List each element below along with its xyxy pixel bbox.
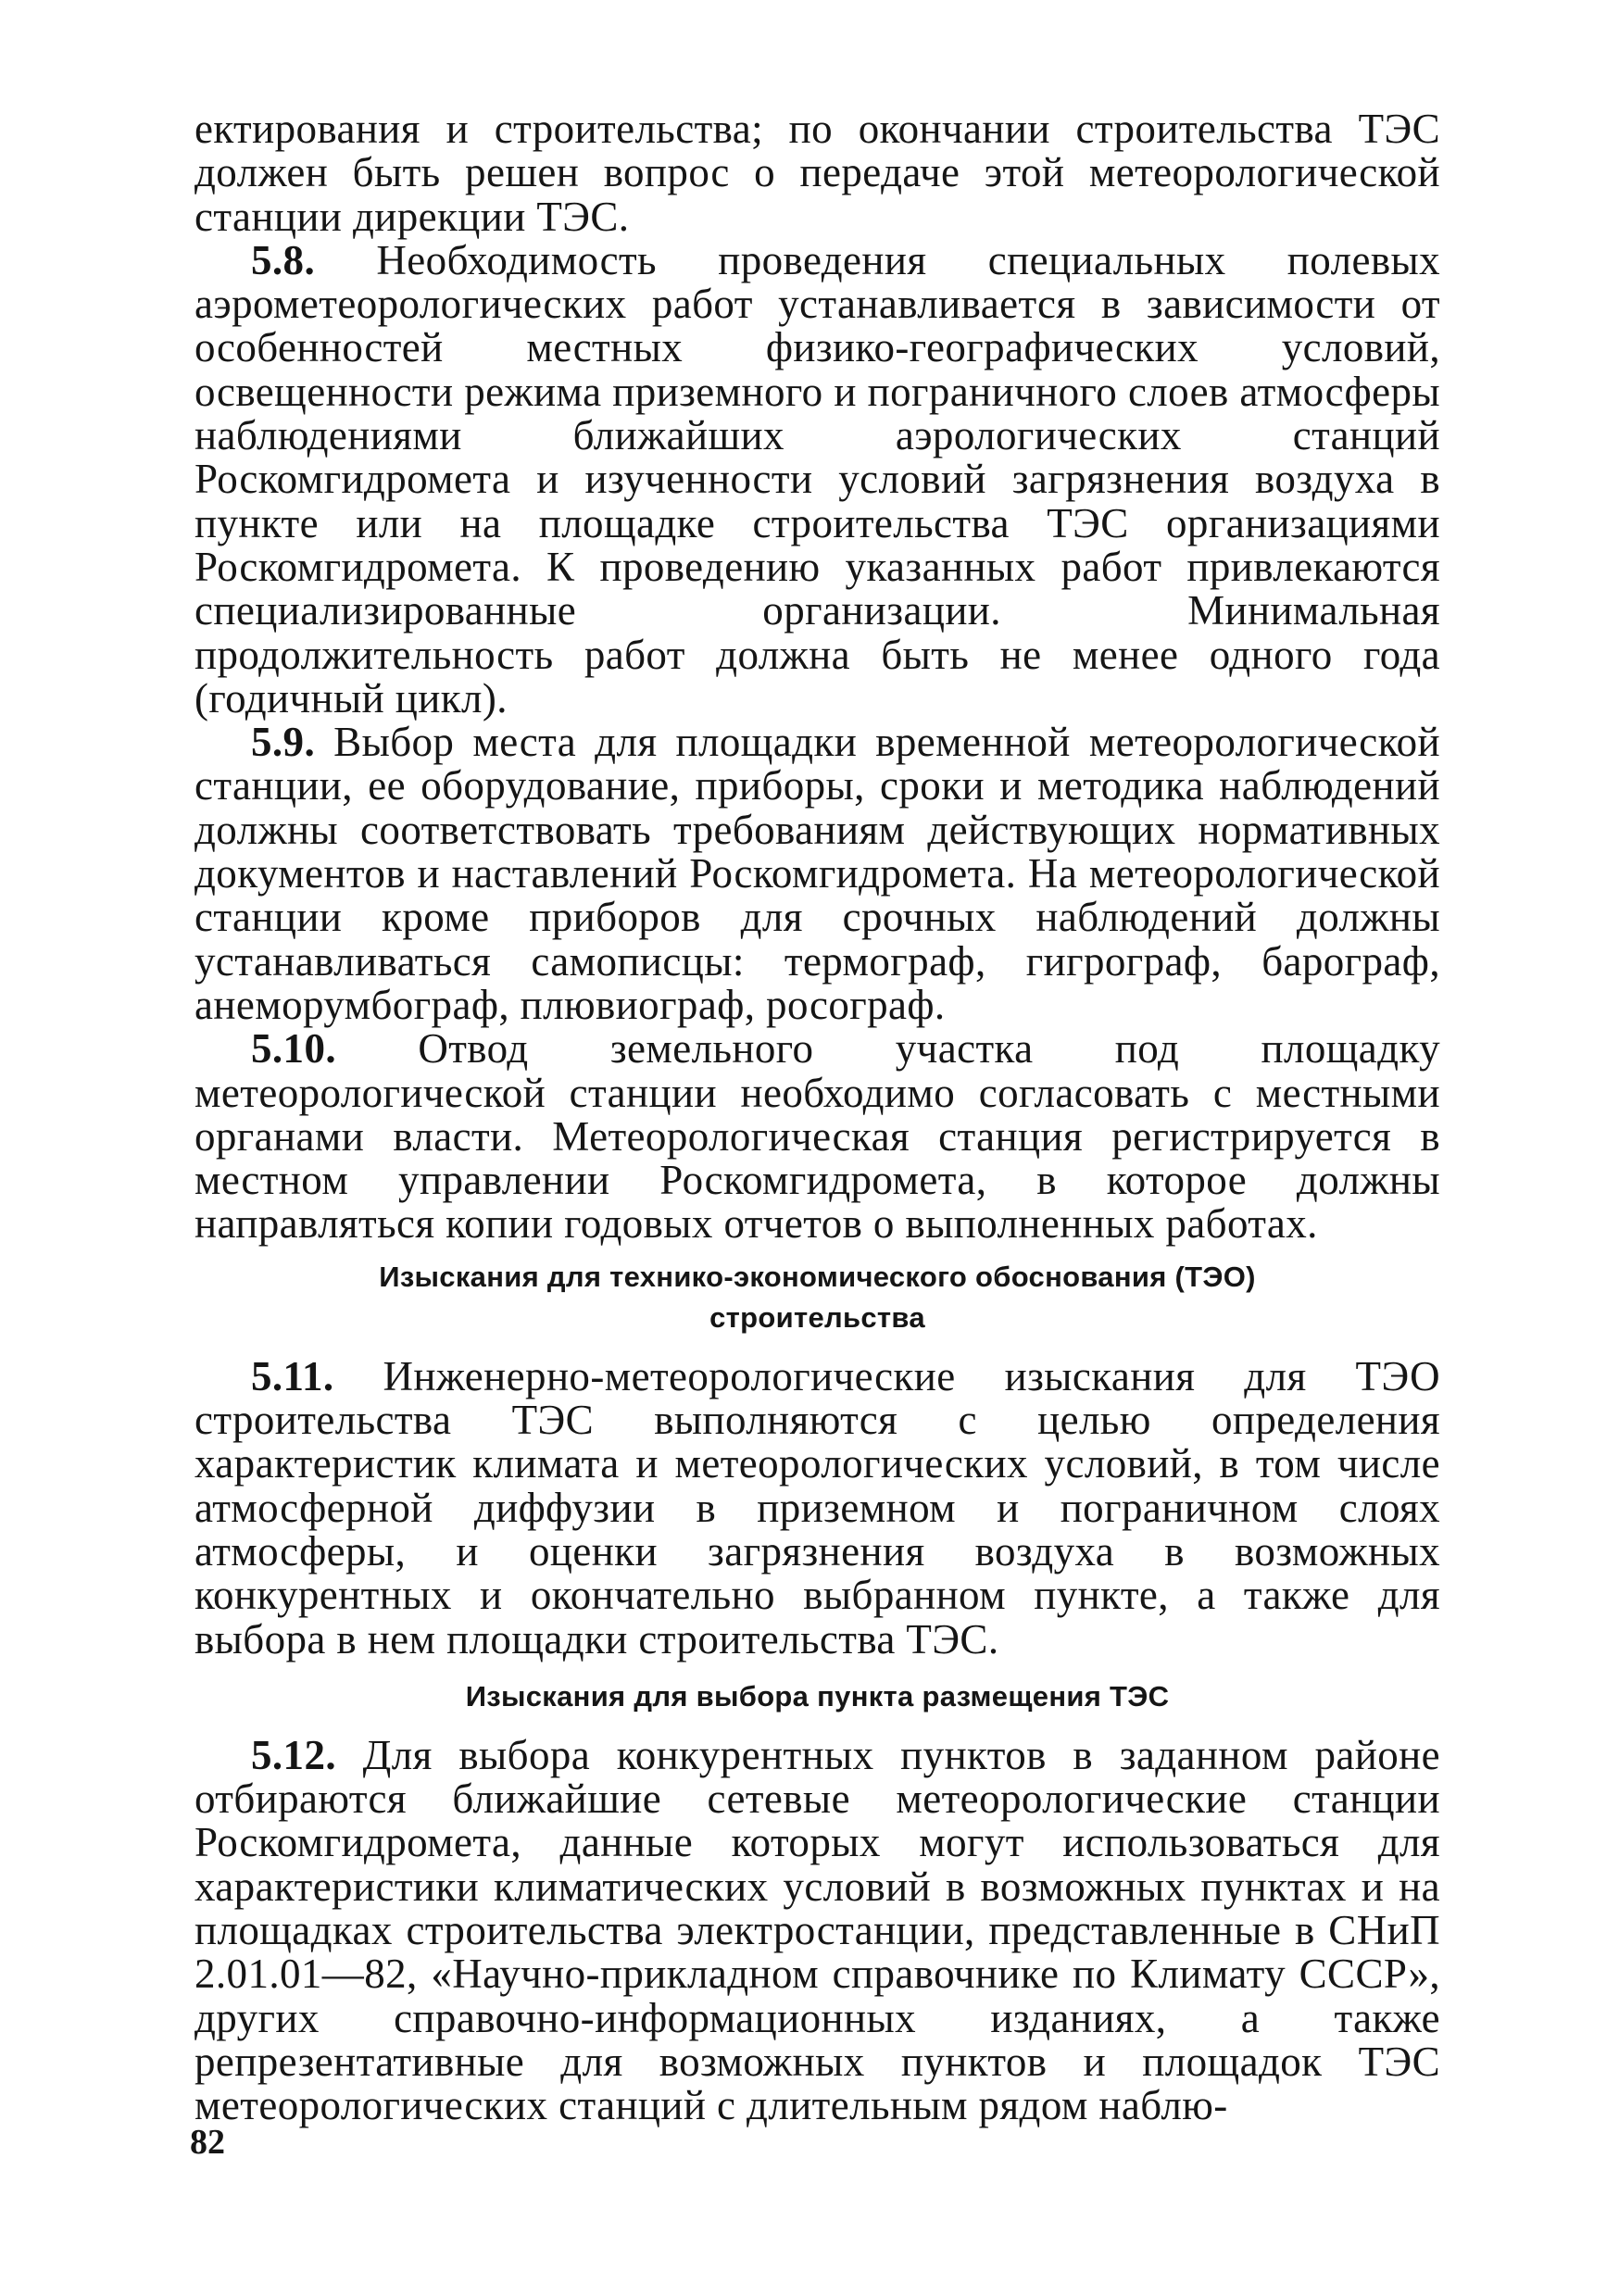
clause-text: Инженерно-метеорологические изыскания для ТЭО строительства ТЭС выполняются с целью определения характеристик климата и метеорологических условий, в том числе атмосферной диффузии в приземном и пограничном слоях атмосферы, и оценки загрязнения воздуха в возможных конкурентных и окончательно выбранном пункте, а также для выбора в нем площадки строительства ТЭС. [195, 1352, 1440, 1662]
paragraph-5-12 [195, 1731, 1440, 2129]
section-heading-site-selection: Изыскания для выбора пункта размещения ТЭС [465, 1679, 1170, 1713]
clause-text: Выбор места для площадки временной метеорологической станции, ее оборудование, приборы, сроки и методика наблюдений должны соответствовать требованиям действующих нормативных документов и наставлений Роскомгидромета. На метеорологической станции кроме приборов для срочных наблюдений должны устанавливаться самописцы: термограф, гигрограф, барограф, анеморумбограф, плювиограф, росограф. [195, 719, 1440, 1028]
paragraph-5-8 [195, 236, 1440, 721]
clause-number: 5.11. [251, 1352, 334, 1399]
paragraph-5-10 [195, 1027, 1440, 1246]
clause-number: 5.10. [251, 1025, 336, 1073]
clause-text: Для выбора конкурентных пунктов в заданном районе отбираются ближайшие сетевые метеорологические станции Роскомгидромета, данные которых могут использоваться для характеристики климатических условий в возможных пунктах и на площадках строительства электростанции, представленные в СНиП 2.01.01—82, «Научно-прикладном справочнике по Климату СССР», других справочно-информационных изданиях, а также репрезентативные для возможных пунктов и площадок ТЭС метеорологических станций с длительным рядом наблю- [195, 1731, 1440, 2129]
clause-text: Отвод земельного участка под площадку метеорологической станции необходимо согласовать с местными органами власти. Метеорологическая станция регистрируется в местном управлении Роскомгидромета, в которое должны направляться копии годовых отчетов о выполненных работах. [195, 1025, 1440, 1248]
page-number: 82 [190, 2123, 225, 2162]
paragraph-5-11 [195, 1352, 1440, 1662]
clause-number: 5.12. [251, 1731, 336, 1778]
section-heading-teo: Изыскания для технико-экономического обоснования (ТЭО) [379, 1260, 1256, 1293]
paragraph-continuation: ектирования и строительства; по окончании строительства ТЭС должен быть решен вопрос о передаче этой метеорологической станции дирекции ТЭС. [195, 106, 1440, 240]
clause-number: 5.8. [251, 236, 316, 283]
clause-number: 5.9. [251, 719, 316, 766]
paragraph-5-9 [195, 721, 1440, 1027]
page-body [195, 107, 1440, 2127]
section-heading-teo-line2: строительства [709, 1300, 925, 1334]
clause-text: Необходимость проведения специальных полевых аэрометеорологических работ устанавливается в зависимости от особенностей местных физико-географических условий, освещенности режима приземного и пограничного слоев атмосферы наблюдениями ближайших аэрологических станций Роскомгидромета и изученности условий загрязнения воздуха в пункте или на площадке строительства ТЭС организациями Роскомгидромета. К проведению указанных работ привлекаются специализированные организации. Минимальная продолжительность работ должна быть не менее одного года (годичный цикл). [195, 236, 1440, 721]
